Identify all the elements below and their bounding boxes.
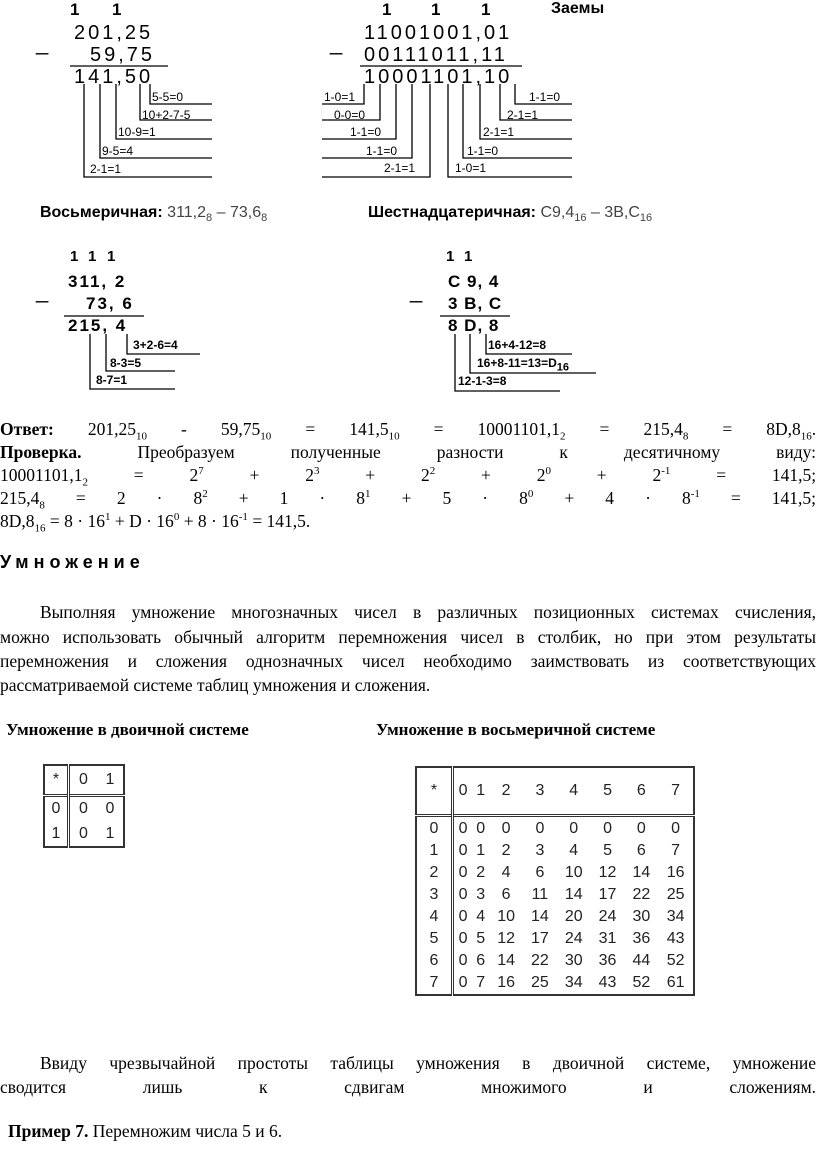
step-label: 2-1=1 (507, 108, 539, 122)
table-row-header: 4 (416, 906, 453, 928)
table-cell: 36 (632, 929, 651, 947)
table-cell: 5 (603, 841, 612, 859)
answer-term: $10001101,1_2$ (477, 419, 566, 443)
table-corner: * (44, 765, 69, 795)
table-cell: 4 (501, 863, 511, 881)
table-cell: 24 (598, 907, 617, 925)
table-header-cell: 6 (636, 782, 646, 800)
step-label: 16+4-12=8 (488, 338, 547, 352)
table-cell: 0 (458, 885, 468, 903)
table-row (416, 816, 694, 840)
table-cell: 6 (476, 951, 486, 969)
table-row-header: 5 (416, 928, 453, 950)
table-row (416, 840, 694, 862)
table-row-header: 2 (416, 862, 453, 884)
step-label: 5-5=0 (152, 90, 184, 104)
table-cell: 3 (476, 885, 486, 903)
step-label: 1-1=0 (529, 90, 561, 104)
minuend: 311, 2 (68, 272, 127, 291)
carry-mark: 1 (70, 0, 80, 19)
step-label: 8-3=5 (110, 356, 142, 370)
subtrahend: 00111011,11 (364, 44, 508, 66)
table-cell: 3 (535, 841, 545, 859)
step-label: 0-0=0 (334, 108, 366, 122)
table-row-header: 7 (416, 972, 453, 995)
table-cell: 4 (569, 841, 579, 859)
answer-term: $215,4_8$ (643, 419, 689, 443)
table-cell: 0 (458, 929, 468, 947)
table-cell: 34 (666, 907, 685, 925)
table-cell: 44 (632, 951, 651, 969)
simplicity-line: сводится лишь к сдвигам множимого и сложениям. (0, 1077, 816, 1097)
table-cell: 31 (598, 929, 617, 947)
octal-multiplication-table (415, 766, 695, 996)
carry-mark: 1 (70, 248, 79, 265)
intro-line: рассматриваемой системе таблиц умножения и сложения. (0, 675, 431, 695)
simplicity-line: Ввиду чрезвычайной простоты таблицы умножения в двоичной системе, умножение (40, 1053, 816, 1073)
answer-term: $141,5_{10}$ (349, 419, 400, 443)
answer-term: $8D,8_{16}$. (766, 419, 816, 443)
hex-expression: $C9,4_{16} - 3B,C_{16}$ (540, 204, 653, 225)
table-row (416, 862, 694, 884)
table-cell: 0 (476, 819, 486, 837)
carry-mark: 1 (382, 0, 392, 19)
table-header-cell: 5 (603, 782, 612, 800)
example-7: Пример 7. Перемножим числа 5 и 6. (8, 1121, 283, 1141)
table-cell: 30 (564, 951, 583, 969)
octal-table-title: Умножение в восьмеричной системе (376, 720, 656, 739)
step-label: 1-0=1 (324, 90, 356, 104)
carry-mark: 1 (446, 248, 455, 265)
table-cell: 0 (458, 973, 468, 991)
table-cell: 43 (598, 973, 617, 991)
table-cell: 0 (636, 819, 646, 837)
step-label: 10-9=1 (118, 125, 156, 139)
table-header-cell: 4 (569, 782, 579, 800)
answer-term: $201,25_{10}$ (87, 419, 148, 443)
table-header-cell: 0 (79, 770, 88, 788)
table-row (416, 928, 694, 950)
binary-table-title: Умножение в двоичной системе (6, 720, 249, 739)
table-header-cell: 3 (535, 782, 545, 800)
table-cell: 7 (476, 973, 486, 991)
minuend: C 9, 4 (448, 272, 500, 291)
table-cell: 25 (666, 885, 685, 903)
table-cell: 6 (501, 885, 511, 903)
table-cell: 0 (501, 819, 511, 837)
table-cell: 0 (105, 799, 115, 817)
table-cell: 6 (636, 841, 646, 859)
octal-heading: Восьмеричная: $311,2_8 - 73,6_8$ (40, 204, 268, 225)
check-line: Проверка. Преобразуем полученные разности к десятичному виду: (0, 442, 816, 462)
step-label: $16+8-11=13=D_{16}$ (477, 356, 569, 374)
table-cell: 12 (598, 863, 617, 881)
answer-line: Ответ: $201,25_{10} - 59,75_{10} = 141,5_{10} = 10001101,1_2 = 215,4_8 = 8D,8_{16}$. (0, 419, 816, 443)
borrows-label: Заемы (551, 0, 605, 17)
intro-line: перемножения и сложения однозначных чисел необходимо заимствовать из соответствующих (0, 651, 816, 671)
table-cell: 0 (671, 819, 681, 837)
octal-expression: $311,2_8 - 73,6_8$ (167, 204, 268, 225)
carry-mark: 1 (107, 248, 116, 265)
table-header-cell: 1 (476, 782, 486, 800)
check-binary-line: $10001101,1_2 = 2^7 + 2^3 + 2^2 + 2^0 + 2^{-1} = 141,5$; (0, 465, 816, 489)
table-cell: 24 (564, 929, 583, 947)
check-octal-line: $215,4_8 = 2 \cdot 8^2 + 1 \cdot 8^1 + 5 \cdot 8^0 + 4 \cdot 8^{-1} = 141,5$; (0, 488, 816, 512)
table-row-header: 1 (416, 840, 453, 862)
table-cell: 2 (501, 841, 511, 859)
table-cell: 16 (497, 973, 515, 991)
subtrahend: 59,75 (90, 44, 156, 66)
table-cell: 0 (458, 863, 468, 881)
answer-term: $59,75_{10}$ (220, 419, 272, 443)
carry-mark: 1 (431, 0, 441, 19)
table-cell: 12 (497, 929, 515, 947)
table-row-header: 0 (416, 816, 453, 840)
step-label: 10+2-7-5 (142, 108, 191, 122)
minuend: 11001001,01 (364, 22, 513, 44)
step-label: 12-1-3=8 (458, 374, 507, 388)
difference: 141,50 (74, 66, 154, 88)
subtraction-diagram-lines (0, 0, 816, 400)
table-row (416, 972, 694, 995)
step-label: 2-1=1 (384, 161, 416, 175)
table-cell: 1 (105, 824, 115, 842)
table-header-cell: 1 (105, 770, 115, 788)
table-cell: 0 (79, 824, 88, 842)
table-cell: 10 (564, 863, 583, 881)
table-row-header: 3 (416, 884, 453, 906)
table-cell: 10 (497, 907, 515, 925)
subtrahend: 73, 6 (86, 294, 134, 313)
table-cell: 0 (603, 819, 612, 837)
table-cell: 22 (632, 885, 651, 903)
step-label: 9-5=4 (102, 144, 134, 158)
step-label: 2-1=1 (483, 125, 515, 139)
table-cell: 7 (671, 841, 681, 859)
table-cell: 5 (476, 929, 486, 947)
table-cell: 43 (666, 929, 685, 947)
table-cell: 61 (666, 973, 685, 991)
table-cell: 0 (458, 907, 468, 925)
table-cell: 14 (497, 951, 515, 969)
table-cell: 0 (79, 799, 88, 817)
table-cell: 30 (632, 907, 651, 925)
table-cell: 52 (666, 951, 685, 969)
table-header-cell: 0 (458, 782, 468, 800)
section-title: Умножение (0, 552, 145, 572)
table-cell: 14 (564, 885, 583, 903)
step-label: 2-1=1 (90, 162, 122, 176)
carry-mark: 1 (112, 0, 122, 19)
carry-mark: 1 (481, 0, 491, 19)
step-label: 1-1=0 (366, 144, 398, 158)
table-cell: 14 (531, 907, 549, 925)
intro-line: Выполняя умножение многозначных чисел в различных позиционных системах счисления, (40, 602, 816, 622)
difference: 8 D, 8 (448, 316, 500, 335)
table-cell: 1 (476, 841, 486, 859)
table-cell: 14 (632, 863, 651, 881)
table-cell: 34 (564, 973, 583, 991)
difference: 215, 4 (68, 316, 128, 335)
table-cell: 17 (531, 929, 549, 947)
table-header-cell: 7 (671, 782, 681, 800)
table-cell: 0 (458, 819, 468, 837)
table-cell: 20 (564, 907, 583, 925)
step-label: 1-0=1 (455, 161, 487, 175)
subtrahend: 3 B, C (448, 294, 503, 313)
table-row (416, 950, 694, 972)
table-cell: 0 (458, 841, 468, 859)
table-cell: 52 (632, 973, 651, 991)
step-label: 3+2-6=4 (133, 338, 178, 352)
table-cell: 2 (476, 863, 486, 881)
hex-heading: Шестнадцатеричная: $C9,4_{16} - 3B,C_{16}$ (368, 204, 653, 225)
table-cell: 6 (535, 863, 545, 881)
table-cell: 22 (531, 951, 549, 969)
table-cell: 36 (598, 951, 617, 969)
table-cell: 16 (666, 863, 685, 881)
table-cell: 0 (535, 819, 545, 837)
table-cell: 0 (569, 819, 579, 837)
table-row (416, 906, 694, 928)
check-hex-line: $8D,8_{16} = 8 \cdot 16^1 + D \cdot 16^0 + 8 \cdot 16^{-1} = 141,5$. (0, 511, 311, 535)
table-header-cell: 2 (501, 782, 511, 800)
step-label: 8-7=1 (96, 373, 128, 387)
table-corner: * (416, 767, 453, 816)
carry-mark: 1 (88, 248, 97, 265)
step-label: 1-1=0 (350, 125, 382, 139)
table-row-header: 1 (44, 821, 69, 847)
table-cell: 4 (476, 907, 486, 925)
table-row-header: 0 (44, 795, 69, 821)
table-cell: 25 (531, 973, 549, 991)
table-cell: 0 (458, 951, 468, 969)
minuend: 201,25 (74, 22, 154, 44)
binary-multiplication-table (43, 764, 125, 848)
table-cell: 11 (531, 885, 549, 903)
intro-line: можно использовать обычный алгоритм перемножения чисел в столбик, но при этом результаты (0, 627, 816, 647)
table-row-header: 6 (416, 950, 453, 972)
step-label: 1-1=0 (467, 144, 499, 158)
table-row (416, 884, 694, 906)
carry-mark: 1 (464, 248, 473, 265)
difference: 10001101,10 (364, 66, 513, 88)
table-cell: 17 (598, 885, 617, 903)
